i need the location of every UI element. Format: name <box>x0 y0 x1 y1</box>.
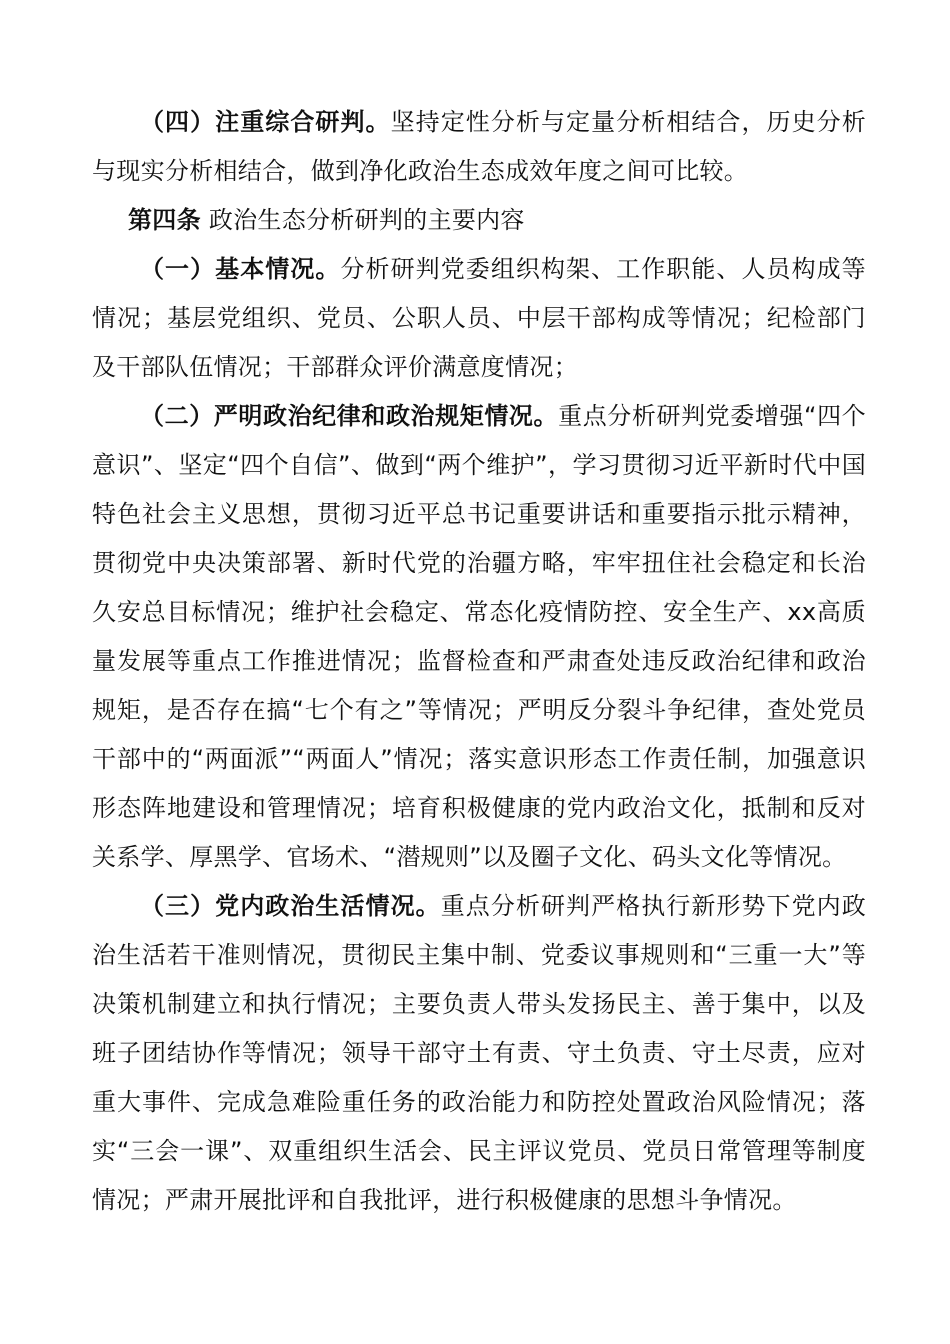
paragraph-text: 重点分析研判党委增强“四个意识”、坚定“四个自信”、做到“两个维护”，学习贯彻习近平新时代中国特色社会主义思想，贯彻习近平总书记重要讲话和重要指示批示精神，贯彻党中央决策部署、新时代党的治疆方略，牢牢扭住社会稳定和长治久安总目标情况；维护社会稳定、常态化疫情防控、安全生产、xx高质量发展等重点工作推进情况；监督检查和严肃查处违反政治纪律和政治规矩，是否存在搞“七个有之”等情况；严明反分裂斗争纪律，查处党员干部中的“两面派”“两面人”情况；落实意识形态工作责任制，加强意识形态阵地建设和管理情况；培育积极健康的党内政治文化，抵制和反对关系学、厚黑学、官场术、“潜规则”以及圈子文化、码头文化等情况。 <box>92 402 866 871</box>
paragraph-basic-situation <box>92 245 866 392</box>
paragraph-text: 重点分析研判严格执行新形势下党内政治生活若干准则情况，贯彻民主集中制、党委议事规则和“三重一大”等决策机制建立和执行情况；主要负责人带头发扬民主、善于集中，以及班子团结协作等情况；领导干部守土有责、守土负责、守土尽责，应对重大事件、完成急难险重任务的政治能力和防控处置政治风险情况；落实“三会一课”、双重组织生活会、民主评议党员、党员日常管理等制度情况；严肃开展批评和自我批评，进行积极健康的思想斗争情况。 <box>92 892 866 1214</box>
article-four-title <box>92 196 866 245</box>
paragraph-text: 坚持定性分析与定量分析相结合，历史分析与现实分析相结合，做到净化政治生态成效年度之间可比较。 <box>92 108 866 185</box>
paragraph-text: 分析研判党委组织构架、工作职能、人员构成等情况；基层党组织、党员、公职人员、中层干部构成等情况；纪检部门及干部队伍情况；干部群众评价满意度情况； <box>92 255 866 381</box>
article-number: 第四条 <box>128 206 201 234</box>
paragraph-heading: （二）严明政治纪律和政治规矩情况。 <box>140 402 559 430</box>
paragraph-political-discipline <box>92 392 866 882</box>
paragraph-party-political-life <box>92 882 866 1225</box>
paragraph-heading: （三）党内政治生活情况。 <box>140 892 441 920</box>
paragraph-heading: （一）基本情况。 <box>140 255 341 283</box>
paragraph-comprehensive-analysis <box>92 98 866 196</box>
document-body <box>92 98 866 1225</box>
article-title-text: 政治生态分析研判的主要内容 <box>200 206 525 234</box>
paragraph-heading: （四）注重综合研判。 <box>140 108 391 136</box>
